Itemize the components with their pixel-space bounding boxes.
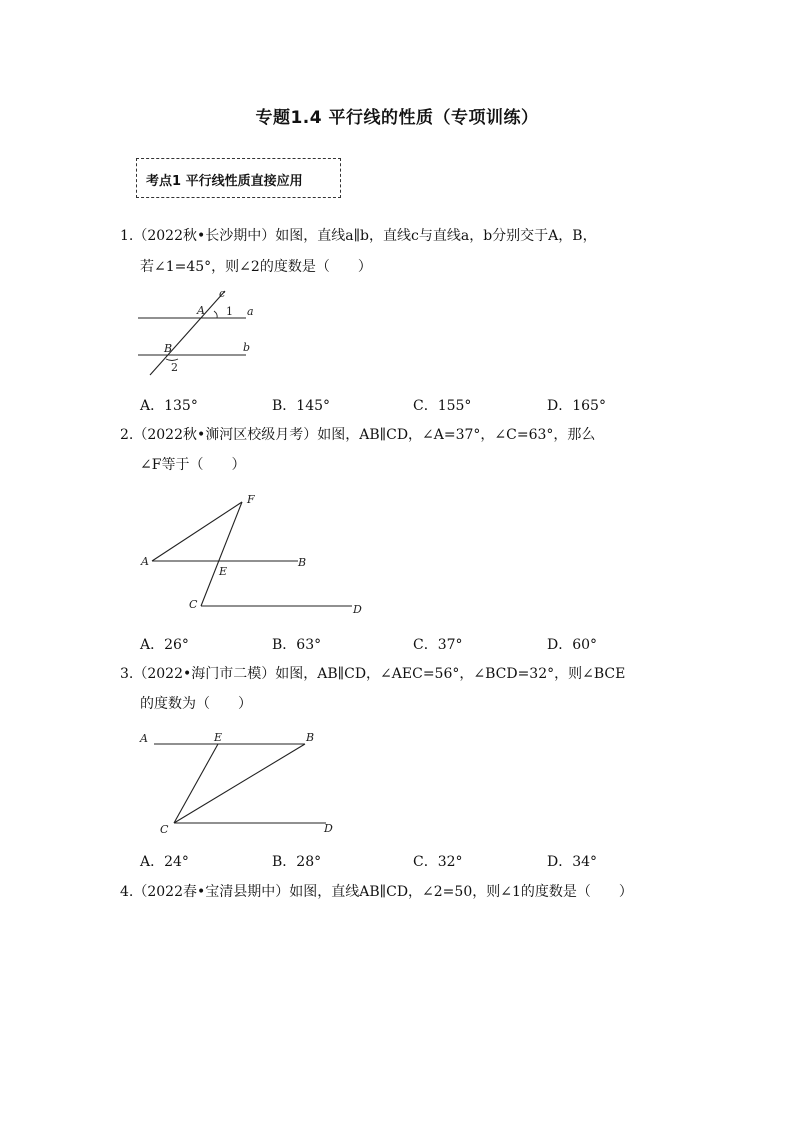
label-A: A [141,555,149,568]
label-C: C [189,598,198,611]
label-B: B [164,342,173,355]
label-angle-2: 2 [171,361,178,374]
label-a: a [247,305,254,318]
line-c [150,291,225,375]
label-F: F [247,493,255,506]
question-3-figure [130,725,350,845]
option-a: A．24° [140,854,189,870]
option-d: D．60° [547,637,598,653]
question-1-line-2: 若∠1=45°，则∠2的度数是（ ） [140,259,372,275]
label-A: A [197,304,205,317]
question-1-figure [130,285,270,380]
option-a: A．135° [140,398,198,414]
option-d: D．34° [547,854,598,870]
section-box [136,158,341,198]
question-2-options [140,634,660,654]
question-3-line-1: 3.（2022•海门市二模）如图，AB∥CD，∠AEC=56°，∠BCD=32°，则∠BCE [120,666,626,682]
question-4-line-1: 4.（2022春•宝清县期中）如图，直线AB∥CD，∠2=50，则∠1的度数是（ ） [120,884,633,900]
question-2-figure [130,488,380,623]
option-c: C．32° [413,854,463,870]
question-1-line-1: 1.（2022秋•长沙期中）如图，直线a∥b，直线c与直线a，b分别交于A，B， [120,228,597,244]
segment-EC [174,744,218,823]
option-c: C．155° [413,398,472,414]
label-D: D [324,822,333,835]
label-D: D [353,603,362,616]
option-b: B．28° [272,854,322,870]
segment-BC [174,744,305,823]
question-2-line-1: 2.（2022秋•浉河区校级月考）如图，AB∥CD，∠A=37°，∠C=63°，那么 [120,427,596,443]
option-b: B．63° [272,637,322,653]
option-c: C．37° [413,637,463,653]
question-1-options [140,395,660,415]
option-b: B．145° [272,398,331,414]
label-angle-1: 1 [226,305,233,318]
angle-1-arc [214,311,217,318]
label-A: A [140,732,148,745]
label-B: B [298,556,307,569]
question-3-options [140,851,660,871]
label-E: E [214,731,223,744]
segment-FC [201,502,242,606]
question-2-line-2: ∠F等于（ ） [140,457,246,473]
label-c: c [219,287,226,300]
question-3-line-2: 的度数为（ ） [140,696,252,712]
section-label: 考点1 平行线性质直接应用 [146,174,303,189]
label-C: C [160,823,169,836]
segment-AF [152,502,242,561]
label-E: E [219,565,228,578]
page-title: 专题1.4 平行线的性质（专项训练） [255,108,539,128]
option-d: D．165° [547,398,606,414]
label-b: b [243,341,251,354]
label-B: B [306,731,315,744]
option-a: A．26° [140,637,189,653]
